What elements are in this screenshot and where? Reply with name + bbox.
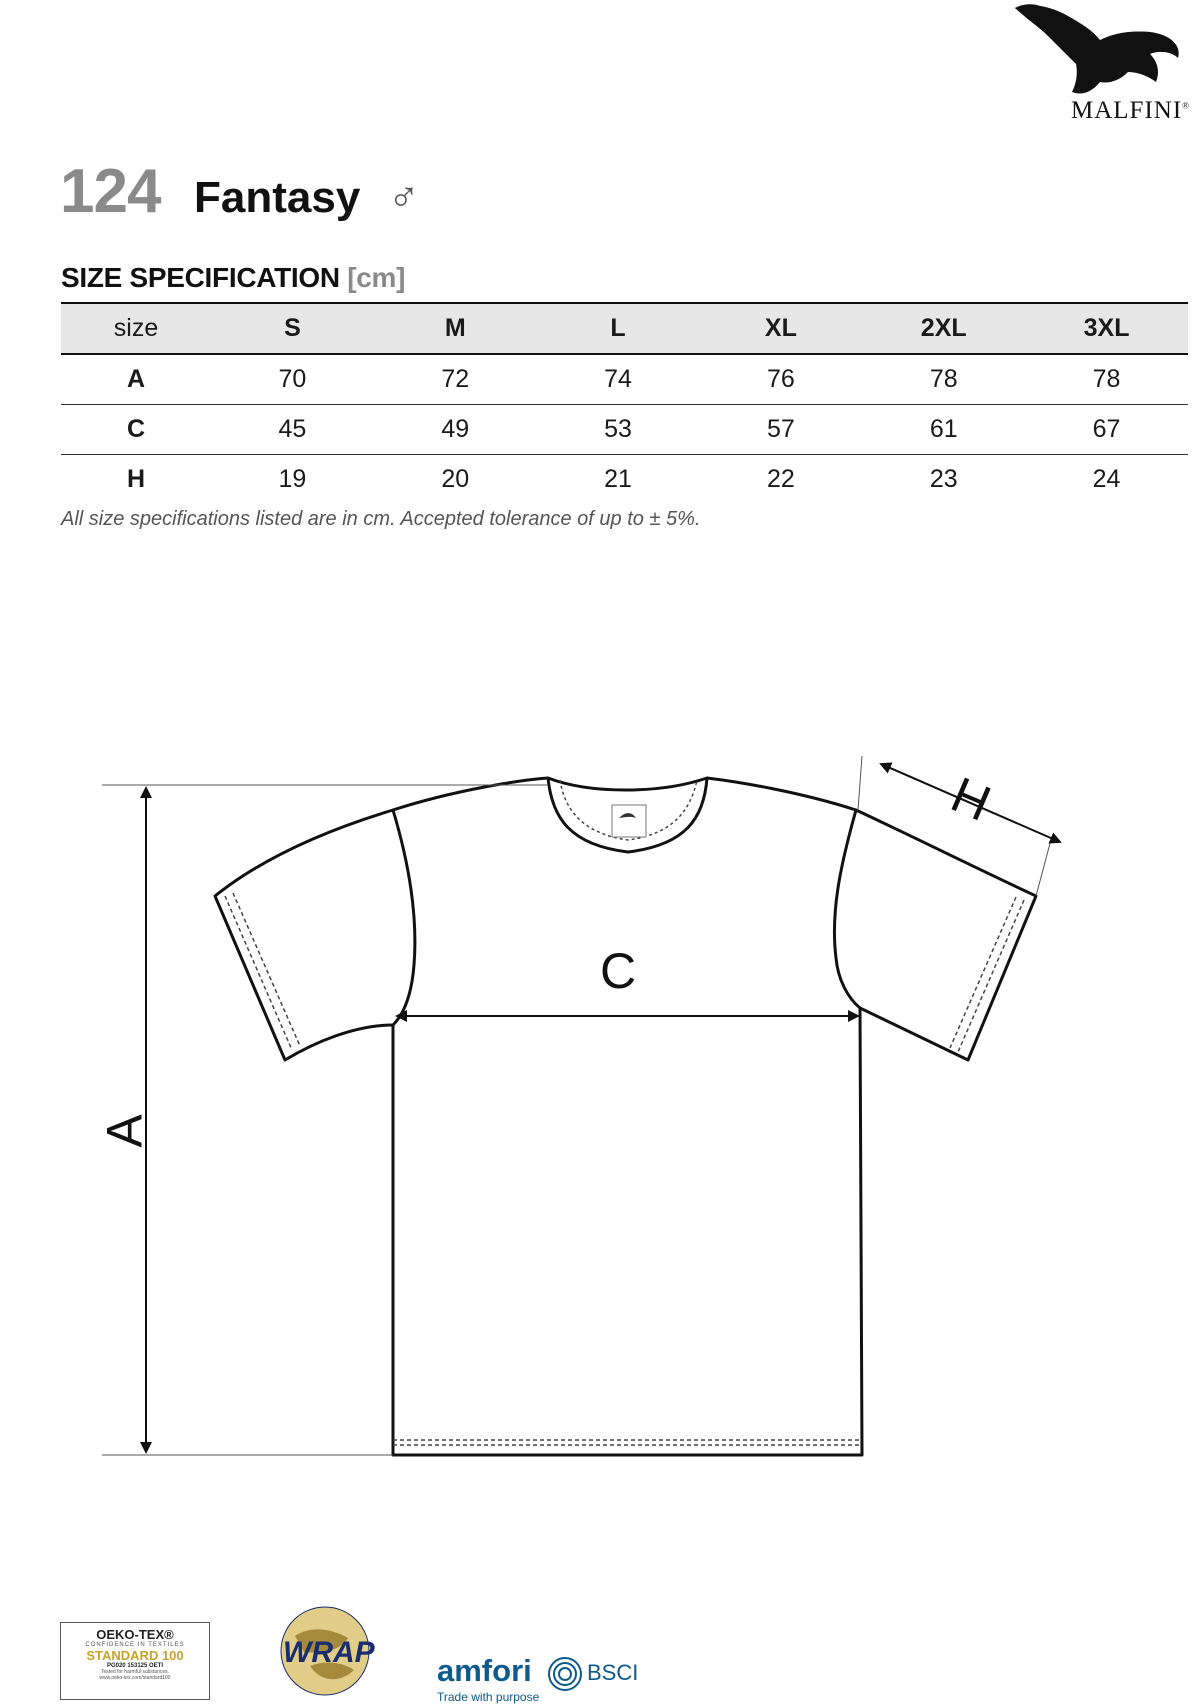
table-row [61, 455, 1188, 505]
oeko-code: PG020 153125 OETI [106, 1663, 164, 1669]
oeko-standard: STANDARD 100 [86, 1648, 184, 1663]
tolerance-note: All size specifications listed are in cm. Accepted tolerance of up to ± 5%. [61, 508, 701, 530]
table-cell: 78 [929, 365, 958, 393]
size-header-cell: XL [764, 314, 797, 342]
table-cell: 49 [441, 415, 470, 443]
measurement-label: A [126, 365, 146, 393]
eagle-icon [1010, 0, 1190, 100]
size-spec-heading [61, 262, 405, 294]
oeko-url: www.oeko-tex.com/standard100 [99, 1675, 171, 1681]
malfini-logo [1010, 0, 1190, 132]
oeko-title: OEKO-TEX® [96, 1627, 174, 1642]
product-name: Fantasy [194, 173, 361, 222]
table-cell: 45 [278, 415, 307, 443]
brand-name: MALFINI® [1070, 97, 1190, 124]
size-header-cell: 3XL [1083, 314, 1130, 342]
oeko-tex-badge [60, 1622, 210, 1700]
measurement-a-label: A [96, 1114, 153, 1148]
male-icon: ♂ [388, 173, 420, 220]
table-cell: 53 [604, 415, 632, 443]
table-row [61, 405, 1188, 455]
product-number: 124 [60, 157, 161, 226]
bsci-label: BSCI [587, 1660, 639, 1685]
size-header-cell: 2XL [920, 314, 967, 342]
amfori-tagline: Trade with purpose [437, 1690, 540, 1704]
table-cell: 72 [441, 365, 470, 393]
size-table [61, 302, 1188, 504]
table-cell: 67 [1092, 415, 1121, 443]
table-row [61, 354, 1188, 405]
table-cell: 70 [278, 365, 307, 393]
table-cell: 61 [929, 415, 958, 443]
table-cell: 78 [1092, 365, 1121, 393]
size-header-label: size [113, 314, 159, 342]
table-cell: 22 [766, 465, 795, 493]
amfori-wordmark: amfori [437, 1653, 532, 1688]
measurement-h-label: H [943, 766, 999, 832]
oeko-subtitle: CONFIDENCE IN TEXTILES [85, 1642, 185, 1648]
neck-label-icon [612, 805, 646, 837]
size-header-cell: L [610, 314, 626, 342]
wrap-badge [270, 1596, 380, 1701]
tshirt-diagram [0, 700, 1200, 1480]
table-cell: 23 [929, 465, 958, 493]
measurement-c-label: C [600, 943, 637, 999]
table-cell: 76 [766, 365, 795, 393]
table-cell: 57 [766, 415, 795, 443]
size-header-cell: S [284, 314, 301, 342]
table-cell: 24 [1092, 465, 1121, 493]
size-spec-title: SIZE SPECIFICATION [61, 262, 340, 293]
table-cell: 21 [604, 465, 632, 493]
measurement-label: C [126, 415, 146, 443]
table-cell: 19 [278, 465, 307, 493]
size-spec-unit: [cm] [347, 262, 406, 293]
size-header-row [61, 303, 1188, 354]
measurement-label: H [126, 465, 146, 493]
wrap-wordmark: WRAP [283, 1636, 375, 1669]
table-cell: 74 [604, 365, 632, 393]
amfori-bsci-logo [437, 1653, 639, 1704]
amfori-fingerprint-icon [547, 1656, 583, 1692]
tshirt-outline [0, 700, 1200, 1480]
table-cell: 20 [441, 465, 470, 493]
size-header-cell: M [444, 314, 466, 342]
oeko-note: Tested for harmful substances. [100, 1669, 170, 1675]
